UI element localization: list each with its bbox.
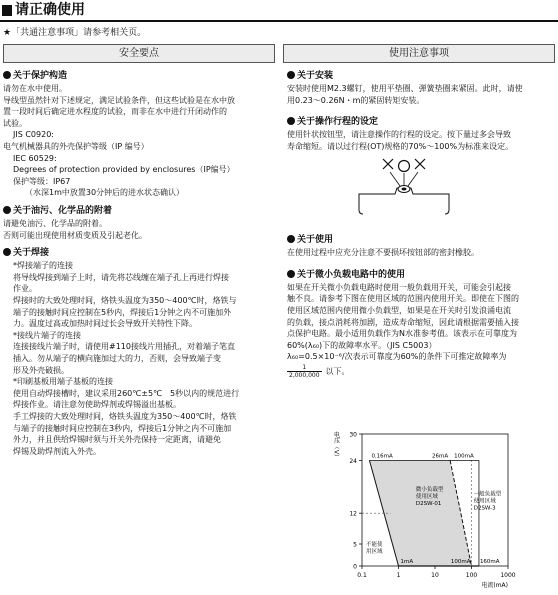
ok-mark-icon — [399, 161, 410, 172]
bullet-icon — [3, 248, 11, 256]
text-line: 60%(λ₆₀)下的故障率水平。（JIS C5003） — [287, 340, 437, 350]
section-stroke — [287, 116, 555, 129]
standard-line: （水深1m中放置30分钟后的进水状态确认） — [25, 188, 185, 198]
text-line: 触不良。请参考下图在使用区域的范围内使用开关。即使在下图的 — [287, 294, 519, 304]
text-line: 点保护电路。最小适用负载作为N水准参考值。该表示在可靠度为 — [287, 329, 517, 339]
standard-line: 保护等级：IP67 — [13, 176, 71, 186]
stroke-line — [408, 172, 418, 186]
text-line: 请避免油污、化学品的附着。 — [3, 219, 107, 229]
standard-line: Degrees of protection provided by enclosures（IP编号） — [13, 165, 235, 175]
left-column-heading: 安全要点 — [3, 44, 275, 63]
section-title: 关于微小负载电路中的使用 — [297, 269, 406, 280]
section-title: 关于焊接 — [13, 248, 50, 259]
text-line: 安装时使用M2.3螺钉，使用平垫圈、弹簧垫圈来紧固。此时，请使 — [287, 84, 523, 94]
text-line: 导线型虽然针对下述规定，满足试验条件，但这些试验是在水中放 — [3, 95, 235, 105]
x-tick-label: 0.1 — [357, 572, 367, 579]
section-usage — [287, 234, 555, 247]
text-line: 作业。 — [13, 284, 37, 294]
text-line: 用0.23～0.26N・m的紧固转矩安装。 — [287, 95, 425, 105]
text-line: 将导线焊接到端子上时，请先将芯线缠在端子孔上再进行焊接 — [13, 272, 229, 282]
section-oil — [3, 205, 275, 218]
text-line: 端子的接触时间应控制在5秒内，焊接后1分钟之内不可施加外 — [13, 307, 232, 317]
text-line: 的负载，接点消耗将加剧，造成寿命缩短，因此请根据需要插入接 — [287, 317, 519, 327]
subsection-title: *焊接端子的连接 — [13, 261, 73, 271]
region-label: 用区域 — [366, 549, 383, 556]
region-label: 使用区域 — [473, 498, 496, 505]
text-line: 使用针状按钮型，请注意操作的行程的设定。按下量过多会导致 — [287, 130, 511, 140]
text-line: 如果在开关微小负载电路时使用一般负载用开关，可能会引起接 — [287, 282, 511, 292]
text-line: 与端子的接触时间应控制在3秒内，焊接后1分钟之内不可施加 — [13, 423, 232, 433]
text-line: 置一段时间后确定进水程度的试验，而非在水中进行开闭动作的 — [3, 107, 227, 117]
region-label: 不能使 — [366, 542, 383, 549]
text-line: 插入。勿从端子的横向施加过大的力，否则，会导致端子变 — [13, 354, 221, 364]
title-square-icon — [2, 5, 12, 16]
text-line: 焊锡及助焊剂流入外壳。 — [13, 446, 101, 456]
y-tick-label: 12 — [349, 510, 357, 518]
annotation-label: 160mA — [479, 559, 500, 565]
text-line: 连接接线片端子时，请使用#110接线片用插孔，对着端子笔直 — [13, 342, 235, 352]
section-mounting — [287, 70, 555, 83]
section-protection — [3, 70, 275, 83]
text-line: 试验。 — [3, 118, 27, 128]
formula-line: λ₆₀=0.5×10⁻⁶/次表示可靠度为60%的条件下可推定故障率为 — [287, 352, 507, 362]
annotation-label: 1mA — [400, 559, 414, 565]
fraction — [287, 364, 322, 379]
bullet-icon — [287, 270, 295, 278]
text-line: 使用区域范围内使用微小负载型，如果是在开关时引发浪涌电流 — [287, 305, 511, 315]
standard-line: JIS C0920: — [13, 130, 54, 140]
fraction-denominator: 2,000,000 — [289, 372, 320, 380]
bullet-icon — [287, 235, 295, 243]
text-line: 形及外壳破损。 — [13, 365, 69, 375]
text-line: 寿命缩短。请以过行程(OT)规格的70%～100%为标准来设定。 — [287, 141, 514, 151]
right-column — [287, 70, 555, 381]
region-label: 使用区域 — [415, 494, 438, 501]
y-tick-label: 0 — [353, 563, 357, 571]
y-tick-label: 30 — [349, 431, 357, 439]
bullet-icon — [3, 206, 11, 214]
region-label: 一般负载型 — [473, 491, 502, 498]
y-axis-label: 电压（V） — [332, 431, 340, 461]
actuator-setting-illustration — [287, 152, 547, 230]
formula-fraction — [287, 363, 555, 381]
usage-range-chart — [320, 400, 540, 590]
annotation-label: 100mA — [454, 453, 474, 460]
fraction-tail: 以下。 — [325, 367, 350, 377]
y-tick-label: 5 — [353, 541, 357, 549]
left-column — [3, 70, 275, 457]
x-tick-label: 1 — [396, 572, 401, 579]
section-title: 关于操作行程的设定 — [297, 117, 379, 128]
x-tick-label: 100 — [465, 572, 478, 579]
text-line: 否则可能出现使用材质变质及引起老化。 — [3, 230, 147, 240]
subsection-title: *接线片端子的连接 — [13, 330, 81, 340]
bullet-icon — [3, 71, 11, 79]
section-title: 关于油污、化学品的附着 — [13, 205, 113, 216]
x-tick-label: 10 — [431, 572, 439, 579]
text-line: 焊接时的大致处理时间，烙铁头温度为350～400℃时，烙铁与 — [13, 296, 237, 306]
text-line: 力。温度过高或加热时间过长会导致开关特性下降。 — [13, 319, 197, 329]
section-soldering — [3, 247, 275, 260]
section-title: 关于安装 — [297, 71, 334, 81]
text-line: 手工焊接的大致处理时间，烙铁头温度为350～400℃时，烙铁 — [13, 411, 237, 421]
page-title: 请正确使用 — [15, 2, 85, 18]
annotation-label: 0.16mA — [371, 453, 393, 460]
right-column-heading: 使用注意事项 — [283, 44, 555, 63]
region-label: D2SW-01 — [415, 501, 442, 508]
region-label: D2SW-3 — [473, 505, 496, 512]
standard-line: IEC 60529: — [13, 153, 57, 163]
x-axis-label: 电流(mA) — [481, 582, 508, 589]
annotation-label: 26mA — [432, 453, 449, 460]
ng-mark-right-icon — [415, 159, 425, 169]
region-label: 微小负载型 — [415, 487, 444, 494]
reference-note: ★「共通注意事项」请参考相关页。 — [3, 28, 147, 38]
text-line: 请勿在水中使用。 — [3, 84, 67, 94]
text-line: 外力，并且供给焊锡时须与开关外壳保持一定距离，请避免 — [13, 435, 221, 445]
section-micro-load — [287, 269, 555, 282]
section-title: 关于保护构造 — [13, 71, 68, 81]
section-title: 关于使用 — [297, 235, 334, 246]
fraction-numerator: 1 — [302, 364, 307, 372]
page-header — [0, 0, 558, 22]
switch-body-icon — [359, 186, 449, 215]
title-rule — [0, 20, 558, 22]
x-tick-label: 1000 — [500, 572, 516, 579]
bullet-icon — [287, 117, 295, 125]
stroke-line — [390, 172, 400, 186]
annotation-label: 100mA — [450, 559, 471, 565]
y-tick-label: 24 — [349, 457, 357, 465]
subsection-title: *印刷基板用端子基板的连接 — [13, 377, 113, 387]
text-line: 焊接作业。请注意勿使助焊剂或焊锡溢出基板。 — [13, 400, 181, 410]
bullet-icon — [287, 71, 295, 79]
text-line: 在使用过程中应充分注意不要损坏按钮部的密封橡胶。 — [287, 248, 479, 258]
text-line: 使用自动焊接槽时，建议采用260℃±5℃ 5秒以内的规范进行 — [13, 388, 240, 398]
standard-line: 电气机械器具的外壳保护等级（IP 编号） — [3, 142, 149, 152]
ng-mark-left-icon — [383, 159, 393, 169]
